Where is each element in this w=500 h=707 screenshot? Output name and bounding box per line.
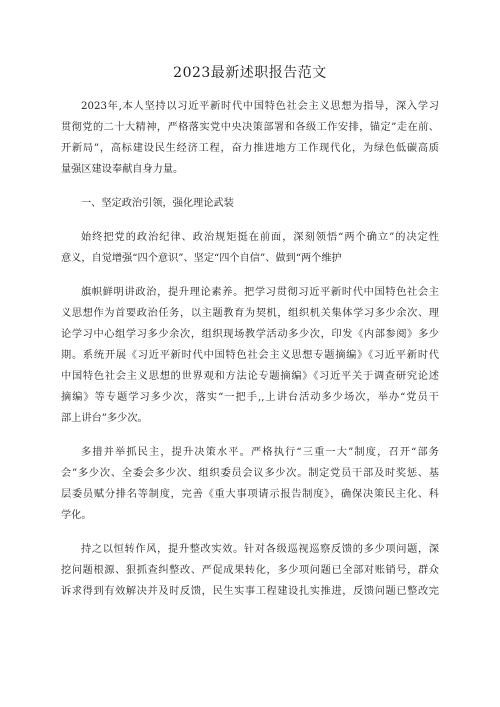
paragraph-rectification [61, 539, 439, 602]
paragraph-intro [61, 96, 439, 180]
paragraph-line: 贯彻党的二十大精神，严格落实党中央决策部署和各级工作安排，锚定”走在前、 [61, 122, 439, 133]
document-body [61, 96, 439, 602]
paragraph-line: 开新局”，高标建设民生经济工程，奋力推进地方工作现代化，为绿色低碳高质 [61, 143, 439, 154]
paragraph-theory-study [61, 282, 439, 429]
paragraph-line: 旗帜鲜明讲政治，提升理论素养。把学习贯彻习近平新时代中国特色社会主 [81, 287, 439, 298]
section-heading-text: 一、坚定政治引领，强化理论武装 [81, 198, 234, 209]
paragraph-line: 始终把党的政治纪律、政治规矩挺在前面，深刻领悟“两个确立”的决定性 [81, 232, 439, 243]
paragraph-line: 意义，自觉增强“四个意识”、坚定“四个自信”、做到“两个维护 [61, 253, 342, 264]
paragraph-line: 义思想作为首要政治任务，以主题教育为契机，组织机关集体学习多少余次、理 [61, 308, 439, 319]
paragraph-line: 论学习中心组学习多少余次，组织现场教学活动多少次，印发《内部参阅》多少 [61, 329, 439, 340]
paragraph-line: 量强区建设奉献自身力量。 [61, 164, 184, 175]
paragraph-line: 层委员赋分排名等制度，完善《重大事项请示报告制度》，确保决策民主化、科 [61, 489, 439, 500]
paragraph-political-discipline [61, 227, 439, 269]
paragraph-line: 多措并举抓民主，提升决策水平。严格执行“三重一大”制度，召开“部务 [81, 447, 439, 458]
paragraph-line: 诉求得到有效解决并及时反馈，民生实事工程建设扎实推进，反馈问题已整改完 [61, 586, 439, 597]
paragraph-line: 中国特色社会主义思想的世界观和方法论专题摘编》《习近平关于调查研究论述 [61, 371, 439, 382]
document-title: 2023最新述职报告范文 [173, 65, 327, 81]
paragraph-line: 部上讲台”多少次。 [61, 413, 148, 424]
paragraph-democracy [61, 442, 439, 526]
paragraph-line: 期。系统开展《习近平新时代中国特色社会主义思想专题摘编》《习近平新时代 [61, 350, 439, 361]
paragraph-line: 持之以恒转作风，提升整改实效。针对各级巡视巡察反馈的多少项问题，深 [81, 544, 439, 555]
section-heading [61, 193, 439, 214]
paragraph-line: 会”多少次、全委会多少次、组织委员会议多少次。制定党员干部及时奖惩、基 [61, 468, 439, 479]
paragraph-line: 摘编》等专题学习多少次，落实“一把手,,上讲台活动多少场次，举办“党员干 [61, 392, 439, 403]
paragraph-line: 2023年,本人坚持以习近平新时代中国特色社会主义思想为指导，深入学习 [81, 101, 439, 112]
paragraph-line: 挖问题根源、狠抓查纠整改、严促成果转化，多少项问题已全部对账销号，群众 [61, 565, 439, 576]
paragraph-line: 学化。 [61, 510, 92, 521]
